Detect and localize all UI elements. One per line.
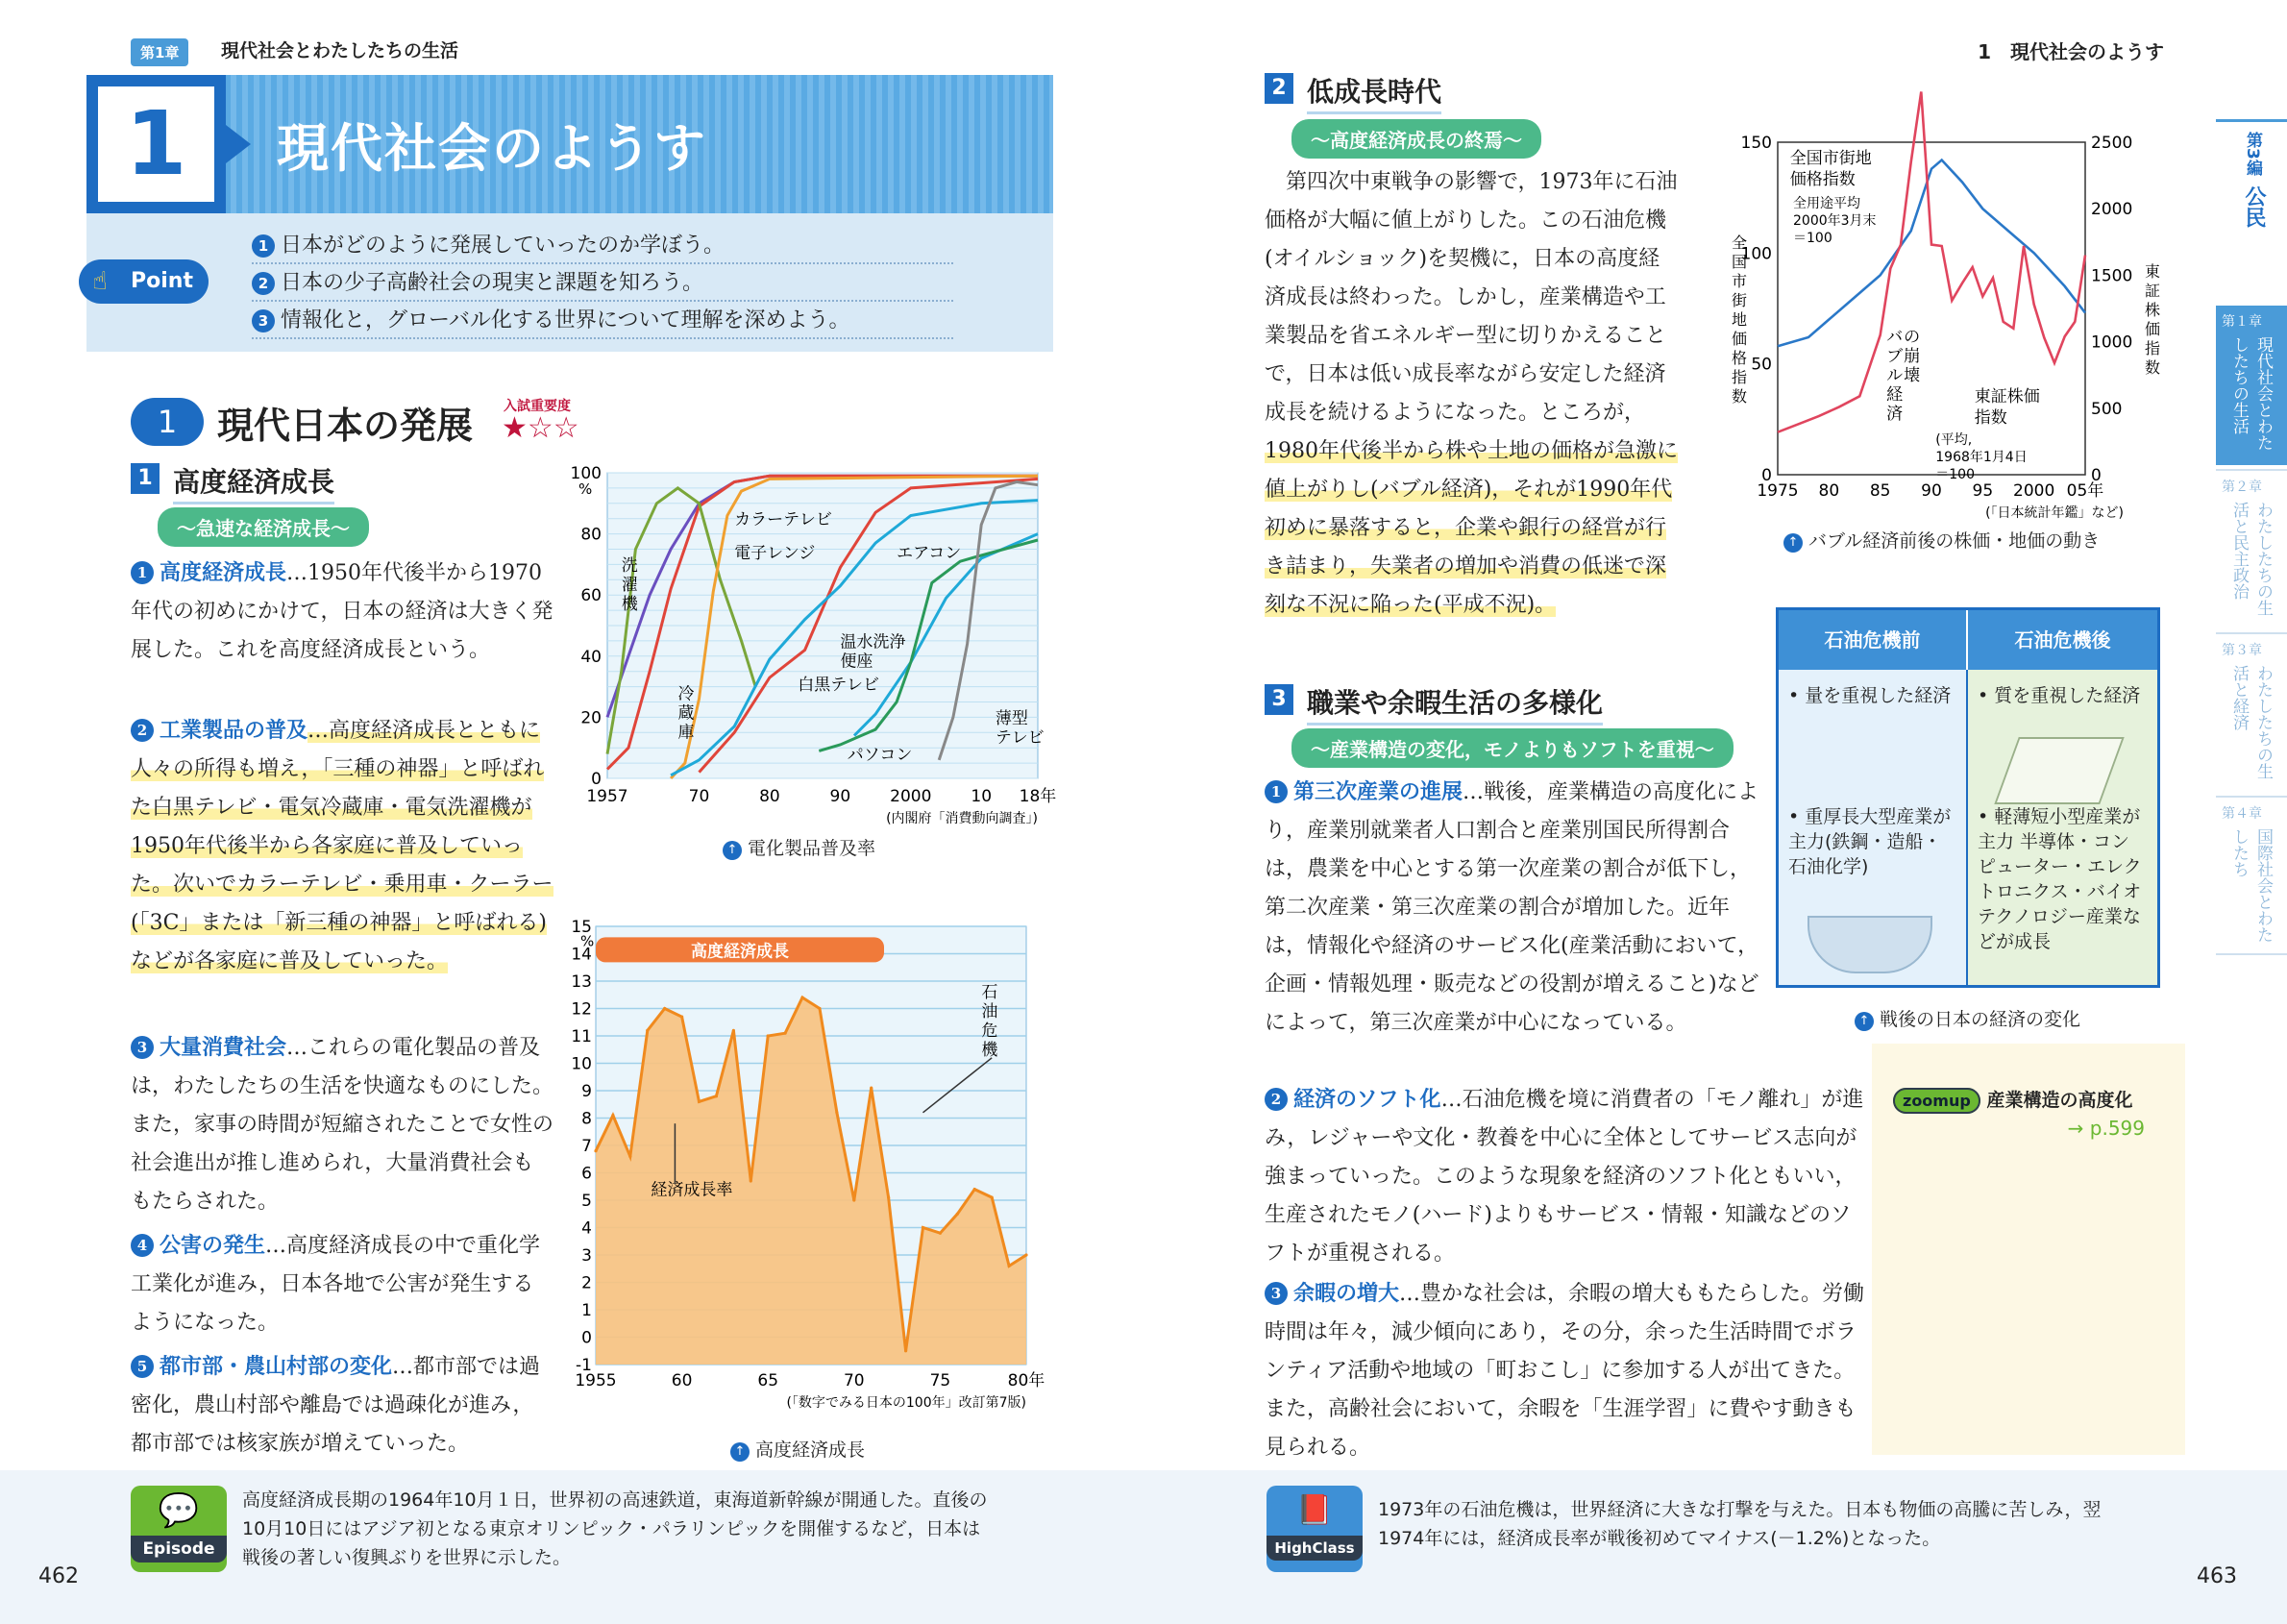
annotation: バ: [1886, 328, 1904, 347]
growth-point: [922, 1226, 924, 1229]
x-tick-label: 18年: [1019, 787, 1057, 806]
y-tick-label-right: 2000: [2091, 200, 2133, 220]
y-unit-label: %: [578, 480, 593, 498]
hand-icon: ☝: [92, 267, 108, 296]
legend-stock: 東証株価: [1974, 387, 2040, 406]
subsection-tag: ～急速な経済成長～: [158, 507, 369, 547]
ship-icon: [1807, 916, 1932, 973]
growth-point: [1007, 1265, 1010, 1267]
y-tick-label: 10: [571, 1054, 592, 1074]
point-item: 3 情報化と，グローバル化する世界について理解を深めよう。: [252, 304, 953, 339]
x-tick-label: 70: [843, 1371, 865, 1390]
legend-stock-note: 1968年1月4日: [1935, 450, 2028, 465]
item-5: 5 都市部・農山村部の変化…都市部では過密化，農山村部や離島では過疎化が進み，都市部では核家族が増えていった。: [131, 1354, 541, 1456]
chart-source: (「日本統計年鑑」など): [1985, 505, 2124, 521]
book-icon: 📕: [1296, 1493, 1333, 1527]
series-label: 薄型: [995, 708, 1028, 728]
x-tick-label: 2000: [2013, 481, 2055, 501]
right-axis-label: 株: [2145, 301, 2161, 319]
section-number: 1: [98, 86, 214, 202]
y-unit-label: %: [580, 932, 595, 950]
y-tick-label: 4: [581, 1218, 592, 1239]
x-tick-label: 80: [759, 787, 780, 806]
y-tick-label-right: 1000: [2091, 332, 2133, 353]
side-tab-ch1[interactable]: 第１章 現代社会とわたしたちの生活: [2216, 306, 2287, 465]
chart-source: (内閣府「消費動向調査」): [886, 811, 1038, 826]
legend-land: 全国市街地: [1789, 149, 1872, 168]
highclass-badge: 📕 HighClass: [1266, 1486, 1363, 1572]
x-tick-label: 70: [688, 787, 710, 806]
y-tick-label-right: 1500: [2091, 266, 2133, 286]
side-tab-ch2[interactable]: 第２章 わたしたちの生活と民主政治: [2216, 469, 2287, 628]
subsection-number: 3: [1265, 684, 1293, 715]
item-4: 4 公害の発生…高度経済成長の中で重化学工業化が進み，日本各地で公害が発生するようになった。: [131, 1233, 541, 1335]
legend-land-note: 2000年3月末: [1793, 213, 1877, 229]
annotation: 油: [981, 1002, 998, 1022]
section-title: 現代社会のようす: [277, 118, 707, 179]
y-tick-label: 12: [571, 999, 592, 1020]
arrow-up-icon: ↑: [1855, 1012, 1874, 1031]
right-axis-label: 価: [2145, 320, 2161, 338]
y-tick-label: 9: [581, 1082, 592, 1101]
y-tick-label: 20: [580, 708, 602, 728]
y-tick-label: 100: [1740, 244, 1772, 264]
subsection-number: 1: [131, 463, 160, 494]
importance-stars: ★☆☆: [502, 411, 579, 445]
annotation: ブ: [1886, 347, 1904, 366]
left-axis-label: 全: [1732, 234, 1748, 252]
x-tick-label: 80: [1818, 481, 1840, 501]
series-label: 蔵: [677, 703, 695, 724]
series-label: カラーテレビ: [734, 510, 832, 530]
economy-change-table: [1776, 607, 2160, 988]
x-tick-label: 75: [929, 1371, 951, 1390]
right-page-header: 1 現代社会のようす: [1978, 40, 2164, 63]
series-label: テレビ: [995, 727, 1045, 748]
y-tick-label: 60: [580, 586, 602, 606]
highclass-text: 1973年の石油危機は，世界経済に大きな打撃を与えた。日本も物価の高騰に苦しみ，翌 1974年には，経済成長率が戦後初めてマイナス(－1.2%)となった。: [1378, 1499, 2102, 1549]
table-cell: • 量を重視した経済: [1788, 685, 1952, 706]
table-cell: • 重厚長大型産業が主力(鉄鋼・造船・石油化学): [1788, 806, 1952, 877]
growth-point: [698, 1100, 701, 1103]
series-label: 洗: [621, 555, 638, 576]
x-tick-label: 10: [971, 787, 993, 806]
arrow-up-icon: ↑: [730, 1442, 750, 1462]
growth-point: [818, 1007, 821, 1010]
left-axis-label: 地: [1732, 310, 1748, 329]
table-head-before: 石油危機前: [1779, 610, 1968, 670]
subsection-title: 高度経済成長: [173, 461, 334, 504]
left-axis-label: 街: [1732, 291, 1748, 309]
legend-land: 価格指数: [1789, 170, 1856, 189]
item-2: 2 経済のソフト化…石油危機を境に消費者の「モノ離れ」が進み，レジャーや文化・教養を中心に全体としてサービス志向が強まっていった。このような現象を経済のソフト化ともいい，生産されたモノ(ハード)よりもサービス・情報・知識などのソフトが重視される。: [1265, 1087, 1864, 1266]
growth-point: [628, 1155, 631, 1158]
side-tab-ch4[interactable]: 第４章 国際社会とわたしたち: [2216, 796, 2287, 955]
importance-label: 入試重要度: [504, 399, 571, 414]
right-axis-label: 指: [2145, 339, 2161, 357]
left-axis-label: 格: [1732, 349, 1748, 367]
growth-point: [663, 1007, 666, 1010]
subsection-tag: ～産業構造の変化，モノよりもソフトを重視～: [1291, 728, 1734, 768]
annotation: 機: [981, 1041, 998, 1061]
y-tick-label: 1: [581, 1301, 592, 1320]
y-tick-label-right: 0: [2091, 466, 2102, 485]
growth-point: [852, 1198, 855, 1201]
zoomup-box: [1872, 1044, 2185, 1455]
right-axis-label: 東: [2145, 262, 2161, 281]
growth-point: [1024, 1253, 1027, 1256]
y-tick-label: 6: [581, 1164, 592, 1184]
left-axis-label: 市: [1732, 272, 1748, 290]
item-3: 3 余暇の増大…豊かな社会は，余暇の増大ももたらした。労働時間は年々，減少傾向にあり，その分，余った生活時間でボランティア活動や地域の「町おこし」に参加する人が出てきた。また，高齢社会において，余暇を「生涯学習」に費やす動きも見られる。: [1265, 1281, 1865, 1460]
item-1: 1 第三次産業の進展…戦後，産業構造の高度化により，産業別就業者人口割合と産業別国民所得割合は，農業を中心とする第一次産業の割合が低下し，第二次産業・第三次産業の割合が増加した。近年は，情報化や経済のサービス化(産業活動において，企画・情報処理・販売などの役割が増えること)などによって，第三次産業が中心になっている。: [1265, 779, 1759, 1035]
bubble-caption: ↑ バブル経済前後の株価・地価の動き: [1783, 527, 2100, 553]
series-label: 温水洗浄: [840, 632, 906, 652]
appliance-caption: ↑ 電化製品普及率: [723, 834, 875, 860]
y-tick-label: 150: [1740, 134, 1772, 153]
topic-number: 1: [131, 398, 204, 446]
point-item: 1 日本がどのように発展していったのか学ぼう。: [252, 229, 953, 264]
chapter-tag: 第1章: [131, 38, 188, 66]
legend-land-note: ＝100: [1793, 231, 1832, 246]
series-label: 機: [621, 594, 638, 614]
growth-chart: [567, 903, 1047, 1427]
topic-title: 現代日本の発展: [217, 405, 474, 447]
series-label: 冷: [677, 684, 695, 704]
left-axis-label: 指: [1732, 368, 1748, 386]
series-label: 濯: [621, 575, 638, 595]
period-banner-label: 高度経済成長: [691, 942, 789, 962]
y-tick-label: 0: [591, 770, 602, 789]
y-tick-label: 15: [571, 918, 592, 937]
x-tick-label: 85: [1869, 481, 1891, 501]
x-tick-label: 80年: [1007, 1371, 1045, 1390]
item-3: 3 大量消費社会…これらの電化製品の普及は，わたしたちの生活を快適なものにした。また，家事の時間が短縮されたことで女性の社会進出が推し進められ，大量消費社会ももたらされた。: [131, 1035, 554, 1214]
x-tick-label: 2000: [890, 787, 932, 806]
left-axis-label: 価: [1732, 330, 1748, 348]
legend-stock-note: (平均,: [1935, 432, 1973, 448]
subsection-title: 職業や余暇生活の多様化: [1307, 682, 1603, 726]
table-cell: • 軽薄短小型産業が主力 半導体・コンピューター・エレクトロニクス・バイオテクノロジー産業などが成長: [1978, 806, 2142, 952]
x-tick-label: 1957: [586, 787, 628, 806]
growth-point: [767, 1034, 770, 1037]
side-tab-ch3[interactable]: 第３章 わたしたちの生活と経済: [2216, 632, 2287, 792]
episode-badge: 💬 Episode: [131, 1486, 227, 1572]
annotation: 壊: [1904, 366, 1921, 385]
item-2: 2 工業製品の普及…高度経済成長とともに人々の所得も増え，「三種の神器」と呼ばれた白黒テレビ・電気冷蔵庫・電気洗濯機が1950年代後半から各家庭に普及していった。次いでカラーテレビ・乗用車・クーラー(「3C」または「新三種の神器」と呼ばれる)などが各家庭に普及していった。: [131, 718, 553, 973]
growth-point: [611, 1114, 614, 1117]
series-label: 便座: [840, 652, 873, 672]
low-growth-paragraph: 第四次中東戦争の影響で，1973年に石油 価格が大幅に値上がりした。この石油危機 (オイルショック)を契機に，日本の高度経 済成長は終わった。しかし，産業構造や工 業製品を省エネルギー型に切りかえること で，日本は低い成長率ながら安定した経済 成長を続けるようになった。ところが， 1980年代後半から株や土地の価格が急激に 値上がりし(バブル経済)，それが1990年代 初めに暴落すると，企業や銀行の経営が行 き詰まり，失業者の増加や消費の低迷で深 刻な不況に陥った(平成不況)。: [1265, 170, 1678, 617]
annotation: 危: [981, 1021, 998, 1042]
y-tick-label: -1: [576, 1356, 592, 1375]
episode-text: 高度経済成長期の1964年10月１日，世界初の高速鉄道，東海道新幹線が開通した。直後の 10月10日にはアジア初となる東京オリンピック・パラリンピックを開催するなど，日本は 戦後の著しい復興ぶりを世界に示した。: [242, 1489, 988, 1568]
arrow-up-icon: ↑: [723, 841, 742, 860]
table-cell: • 質を重視した経済: [1978, 685, 2141, 706]
chart-source: (「数字でみる日本の100年」改訂第7版): [786, 1395, 1026, 1411]
subsection-tag: ～高度経済成長の終焉～: [1291, 119, 1541, 159]
annotation: 経: [1886, 385, 1904, 405]
growth-point: [835, 1111, 838, 1114]
side-tab-part[interactable]: 第3編 公民: [2216, 119, 2287, 302]
page-number-left: 462: [38, 1564, 79, 1588]
bubble-chart: [1728, 115, 2170, 519]
growth-caption: ↑ 高度経済成長: [730, 1436, 865, 1462]
arrow-up-icon: ↑: [1783, 533, 1803, 553]
legend-stock: 指数: [1974, 408, 2007, 428]
series-label: 電子レンジ: [734, 544, 816, 564]
x-tick-label: 1975: [1757, 481, 1799, 501]
left-axis-label: 数: [1732, 387, 1748, 406]
y-tick-label: 13: [571, 972, 592, 992]
x-tick-label: 05年: [2066, 481, 2104, 501]
growth-point: [784, 1032, 787, 1035]
title-arrow-icon: [226, 125, 251, 163]
growth-point: [991, 1196, 994, 1199]
chat-icon: 💬: [158, 1491, 200, 1530]
plot-area: [1778, 142, 2085, 475]
y-tick-label: 2: [581, 1273, 592, 1293]
growth-point: [715, 1095, 718, 1097]
zoomup-badge: zoomup: [1893, 1088, 1980, 1114]
x-tick-label: 1955: [575, 1371, 617, 1390]
y-tick-label: 40: [580, 647, 602, 667]
legend-land-note: 全用途平均: [1793, 196, 1860, 211]
growth-point: [800, 997, 803, 999]
y-tick-label: 11: [571, 1027, 592, 1046]
growth-point: [870, 1087, 873, 1090]
growth-point: [732, 1029, 735, 1032]
right-axis-label: 証: [2145, 282, 2161, 300]
annotation: 崩: [1904, 347, 1921, 366]
point-badge: Point: [79, 259, 209, 304]
growth-point: [646, 1029, 649, 1032]
y-tick-label: 0: [1761, 466, 1772, 485]
growth-point: [680, 1015, 683, 1018]
left-axis-label: 国: [1732, 253, 1748, 271]
growth-point: [956, 1213, 959, 1216]
point-item: 2 日本の少子高齢社会の現実と課題を知ろう。: [252, 266, 953, 302]
x-tick-label: 95: [1972, 481, 1994, 501]
annotation: 済: [1886, 405, 1904, 424]
page-number-right: 463: [2197, 1564, 2237, 1588]
y-tick-label: 7: [581, 1137, 592, 1156]
growth-point: [973, 1188, 976, 1191]
series-label: 白黒テレビ: [798, 675, 879, 695]
y-tick-label: 100: [570, 464, 602, 483]
annotation: 石: [981, 983, 998, 1003]
y-tick-label: 50: [1751, 355, 1772, 375]
y-tick-label: 14: [571, 945, 592, 965]
y-tick-label: 8: [581, 1109, 592, 1129]
subsection-title: 低成長時代: [1307, 71, 1441, 114]
y-tick-label-right: 500: [2091, 399, 2123, 419]
chip-icon: [1994, 737, 2124, 804]
x-tick-label: 65: [757, 1371, 779, 1390]
growth-point: [594, 1149, 597, 1152]
y-tick-label: 3: [581, 1246, 592, 1266]
table-head-after: 石油危機後: [2014, 628, 2111, 652]
y-tick-label: 0: [581, 1328, 592, 1348]
legend-stock-note: ＝100: [1935, 467, 1976, 482]
y-tick-label: 80: [580, 525, 602, 545]
annotation: ル: [1886, 366, 1904, 385]
growth-point: [750, 1179, 752, 1182]
subsection-number: 2: [1265, 73, 1293, 104]
x-tick-label: 60: [671, 1371, 693, 1390]
x-tick-label: 90: [829, 787, 851, 806]
table-caption: ↑ 戦後の日本の経済の変化: [1855, 1005, 2080, 1031]
appliance-chart: [567, 459, 1057, 826]
series-label: 経済成長率: [651, 1180, 733, 1200]
chapter-title: 現代社会とわたしたちの生活: [221, 40, 459, 62]
x-tick-label: 90: [1921, 481, 1942, 501]
right-axis-label: 数: [2145, 358, 2161, 377]
item-1: 1 高度経済成長…1950年代後半から1970年代の初めにかけて，日本の経済は大きく発展した。これを高度経済成長という。: [131, 560, 553, 662]
growth-point: [939, 1232, 942, 1235]
series-label: エアコン: [897, 544, 962, 564]
zoomup-text: 産業構造の高度化: [1986, 1090, 2133, 1111]
growth-point: [904, 1349, 907, 1352]
series-label: 庫: [677, 723, 695, 743]
growth-point: [887, 1196, 890, 1199]
y-tick-label-right: 2500: [2091, 134, 2133, 153]
zoomup-link[interactable]: → p.599: [2067, 1117, 2145, 1140]
annotation: の: [1904, 328, 1921, 347]
series-label: パソコン: [847, 745, 913, 765]
y-tick-label: 5: [581, 1192, 592, 1211]
